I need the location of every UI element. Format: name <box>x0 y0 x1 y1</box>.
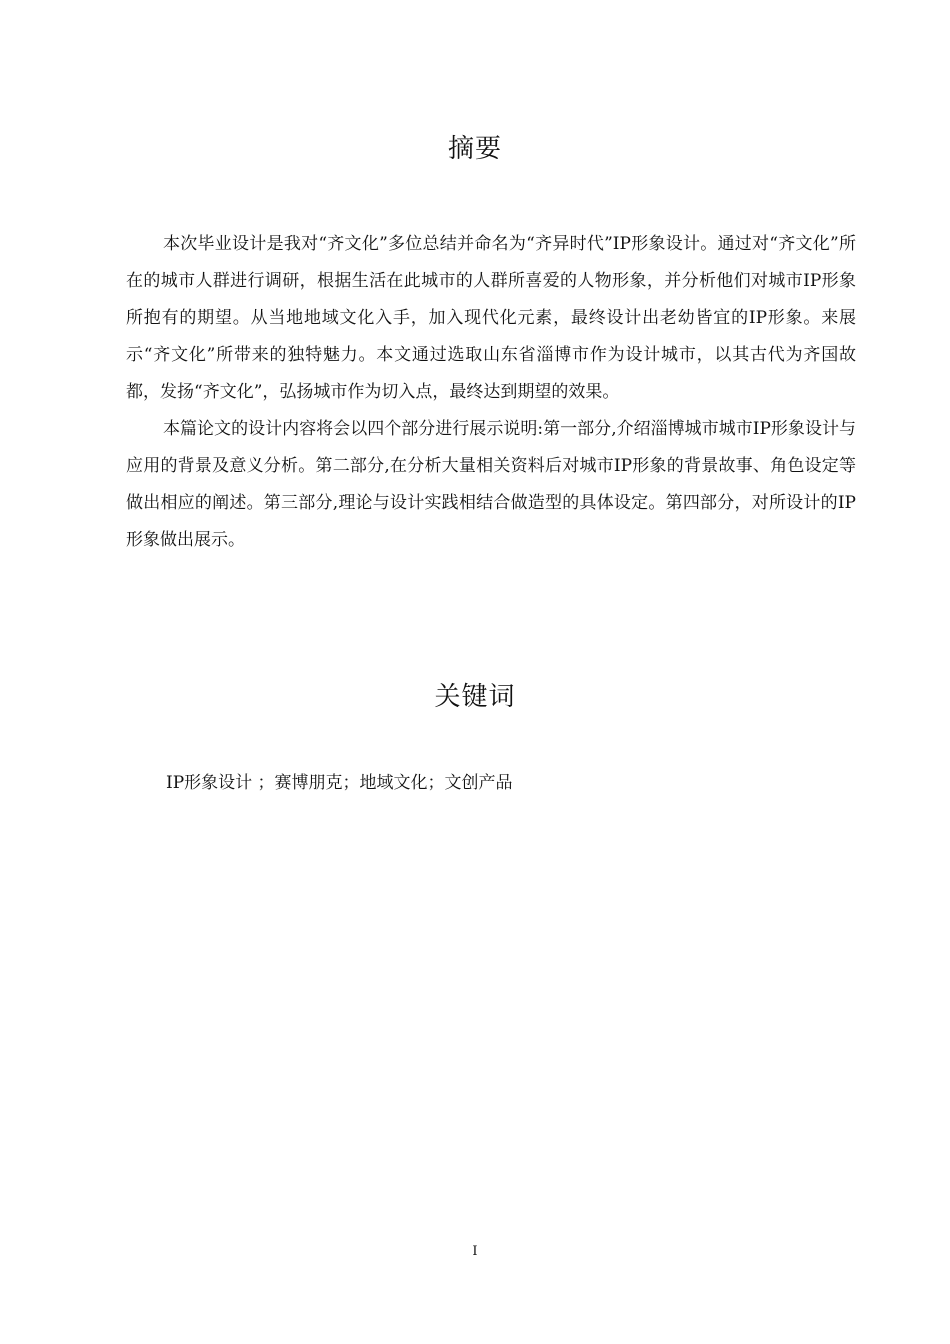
abstract-paragraph-1: 本次毕业设计是我对“齐文化”多位总结并命名为“齐异时代”IP形象设计。通过对“齐文化”所在的城市人群进行调研，根据生活在此城市的人群所喜爱的人物形象，并分析他们对城市IP形象所抱有的期望。从当地地域文化入手，加入现代化元素，最终设计出老幼皆宜的IP形象。来展示“齐文化”所带来的独特魅力。本文通过选取山东省淄博市作为设计城市，以其古代为齐国故都，发扬“齐文化”，弘扬城市作为切入点，最终达到期望的效果。 <box>126 234 856 402</box>
keywords-heading: 关键词 <box>434 682 516 712</box>
keywords-text: IP形象设计 ；赛博朋克；地域文化；文创产品 <box>166 773 513 793</box>
abstract-heading: 摘要 <box>447 134 502 164</box>
abstract-body <box>126 226 856 559</box>
abstract-paragraph-2: 本篇论文的设计内容将会以四个部分进行展示说明:第一部分,介绍淄博城市城市IP形象设计与应用的背景及意义分析。第二部分,在分析大量相关资料后对城市IP形象的背景故事、角色设定等做出相应的阐述。第三部分,理论与设计实践相结合做造型的具体设定。第四部分，对所设计的IP形象做出展示。 <box>126 419 856 550</box>
page-number: I <box>472 1244 478 1259</box>
